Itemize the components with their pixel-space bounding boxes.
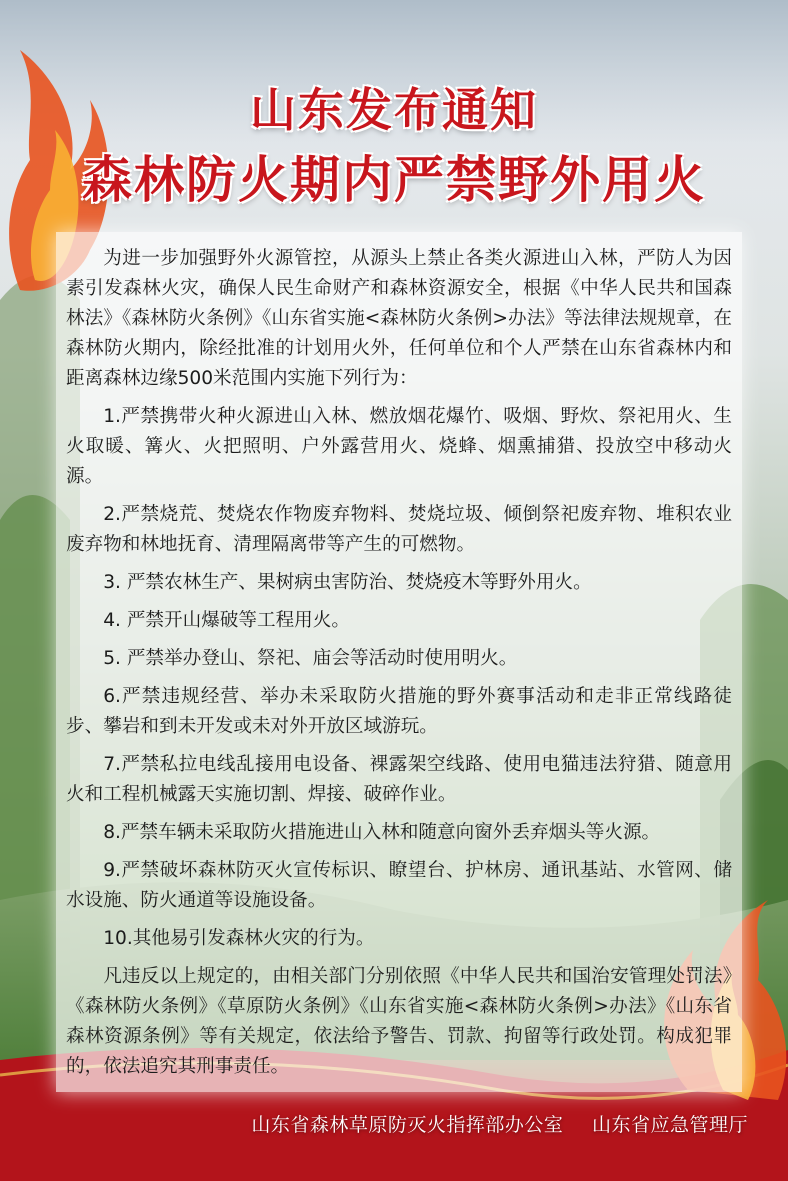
issuer-name: 山东省森林草原防灭火指挥部办公室 — [251, 1114, 564, 1136]
list-item: 1.严禁携带火种火源进山入林、燃放烟花爆竹、吸烟、野炊、祭祀用火、生火取暖、篝火、火把照明、户外露营用火、烧蜂、烟熏捕猎、投放空中移动火源。 — [66, 406, 732, 487]
list-item: 4. 严禁开山爆破等工程用火。 — [103, 610, 350, 631]
list-item: 8.严禁车辆未采取防火措施进山入林和随意向窗外丢弃烟头等火源。 — [103, 822, 661, 843]
issuer-footer — [0, 1110, 748, 1137]
intro-paragraph: 为进一步加强野外火源管控，从源头上禁止各类火源进山入林，严防人为因素引发森林火灾，确保人民生命财产和森林资源安全，根据《中华人民共和国森林法》《森林防火条例》《山东省实施<森林防火条例>办法》等法律法规规章，在森林防火期内，除经批准的计划用火外，任何单位和个人严禁在山东省森林内和距离森林边缘500米范围内实施下列行为： — [66, 248, 732, 389]
list-item: 2.严禁烧荒、焚烧农作物废弃物料、焚烧垃圾、倾倒祭祀废弃物、堆积农业废弃物和林地抚育、清理隔离带等产生的可燃物。 — [66, 504, 732, 555]
issuer-name: 山东省应急管理厅 — [591, 1114, 748, 1136]
closing-paragraph: 凡违反以上规定的，由相关部门分别依照《中华人民共和国治安管理处罚法》《森林防火条例》《草原防火条例》《山东省实施<森林防火条例>办法》《山东省森林资源条例》等有关规定，依法给予警告、罚款、拘留等行政处罚。构成犯罪的，依法追究其刑事责任。 — [66, 966, 732, 1077]
title-line-1: 山东发布通知 — [250, 83, 538, 137]
title-block — [0, 78, 788, 218]
list-item: 3. 严禁农林生产、果树病虫害防治、焚烧疫木等野外用火。 — [103, 572, 592, 593]
list-item: 6.严禁违规经营、举办未采取防火措施的野外赛事活动和走非正常线路徒步、攀岩和到未开发或未对外开放区域游玩。 — [66, 686, 732, 737]
list-item: 5. 严禁举办登山、祭祀、庙会等活动时使用明火。 — [103, 648, 518, 669]
list-item: 7.严禁私拉电线乱接用电设备、裸露架空线路、使用电猫违法狩猎、随意用火和工程机械露天实施切割、焊接、破碎作业。 — [66, 754, 732, 805]
list-item: 10.其他易引发森林火灾的行为。 — [103, 928, 375, 949]
notice-body — [66, 244, 732, 1090]
title-line-2: 森林防火期内严禁野外用火 — [82, 150, 706, 209]
list-item: 9.严禁破坏森林防灭火宣传标识、瞭望台、护林房、通讯基站、水管网、储水设施、防火通道等设施设备。 — [66, 860, 732, 911]
